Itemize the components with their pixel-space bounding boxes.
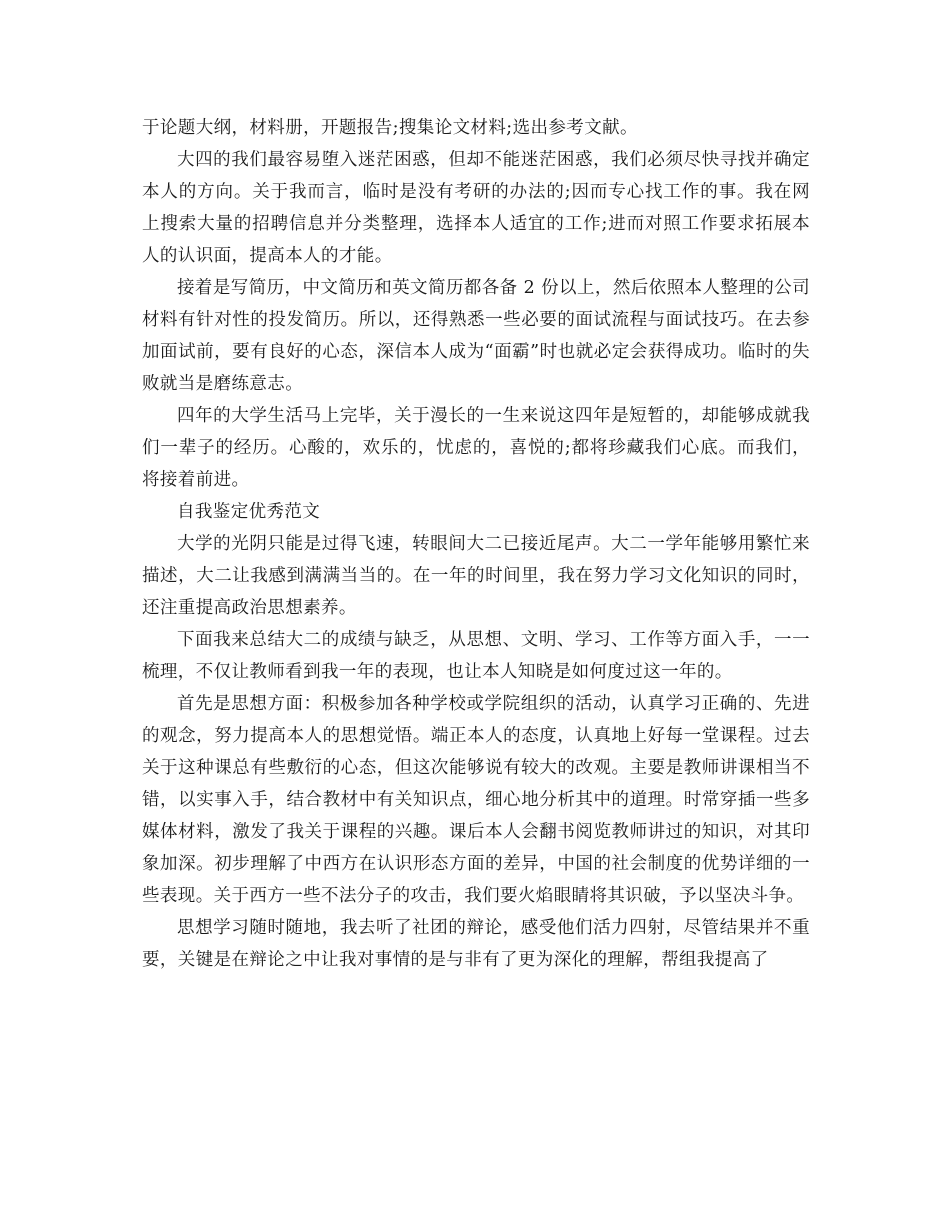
paragraph-career-direction: 大四的我们最容易堕入迷茫困惑，但却不能迷茫困惑，我们必须尽快寻找并确定本人的方向。关于我而言，临时是没有考研的办法的;因而专心找工作的事。我在网上搜索大量的招聘信息并分类整理，选择本人适宜的工作;进而对照工作要求拓展本人的认识面，提高本人的才能。: [142, 150, 810, 266]
paragraph-debate: 思想学习随时随地，我去听了社团的辩论，感受他们活力四射，尽管结果并不重要，关键是在辩论之中让我对事情的是与非有了更为深化的理解，帮组我提高了: [142, 918, 810, 970]
section-heading: 自我鉴定优秀范文: [177, 502, 321, 522]
paragraph-continuation: 于论题大纲，材料册，开题报告;搜集论文材料;选出参考文献。: [142, 118, 638, 138]
paragraph-summary-plan: 下面我来总结大二的成绩与缺乏，从思想、文明、学习、工作等方面入手，一一梳理，不仅让教师看到我一年的表现，也让本人知晓是如何度过这一年的。: [142, 630, 810, 682]
paragraph-resume: 接着是写简历，中文简历和英文简历都各备 2 份以上，然后依照本人整理的公司材料有针对性的投发简历。所以，还得熟悉一些必要的面试流程与面试技巧。在去参加面试前，要有良好的心态，深信本人成为“面霸”时也就必定会获得成功。临时的失败就当是磨练意志。: [142, 278, 810, 394]
paragraph-ideology: 首先是思想方面：积极参加各种学校或学院组织的活动，认真学习正确的、先进的观念，努力提高本人的思想觉悟。端正本人的态度，认真地上好每一堂课程。过去关于这种课总有些敷衍的心态，但这次能够说有较大的改观。主要是教师讲课相当不错，以实事入手，结合教材中有关知识点，细心地分析其中的道理。时常穿插一些多媒体材料，激发了我关于课程的兴趣。课后本人会翻书阅览教师讲过的知识，对其印象加深。初步理解了中西方在认识形态方面的差异，中国的社会制度的优势详细的一些表现。关于西方一些不法分子的攻击，我们要火焰眼睛将其识破，予以坚决斗争。: [142, 694, 810, 906]
paragraph-four-years: 四年的大学生活马上完毕，关于漫长的一生来说这四年是短暂的，却能够成就我们一辈子的经历。心酸的，欢乐的，忧虑的，喜悦的;都将珍藏我们心底。而我们，将接着前进。: [142, 406, 810, 490]
paragraph-sophomore-intro: 大学的光阴只能是过得飞速，转眼间大二已接近尾声。大二一学年能够用繁忙来描述，大二让我感到满满当当的。在一年的时间里，我在努力学习文化知识的同时，还注重提高政治思想素养。: [142, 534, 810, 618]
document-page: [142, 112, 810, 976]
